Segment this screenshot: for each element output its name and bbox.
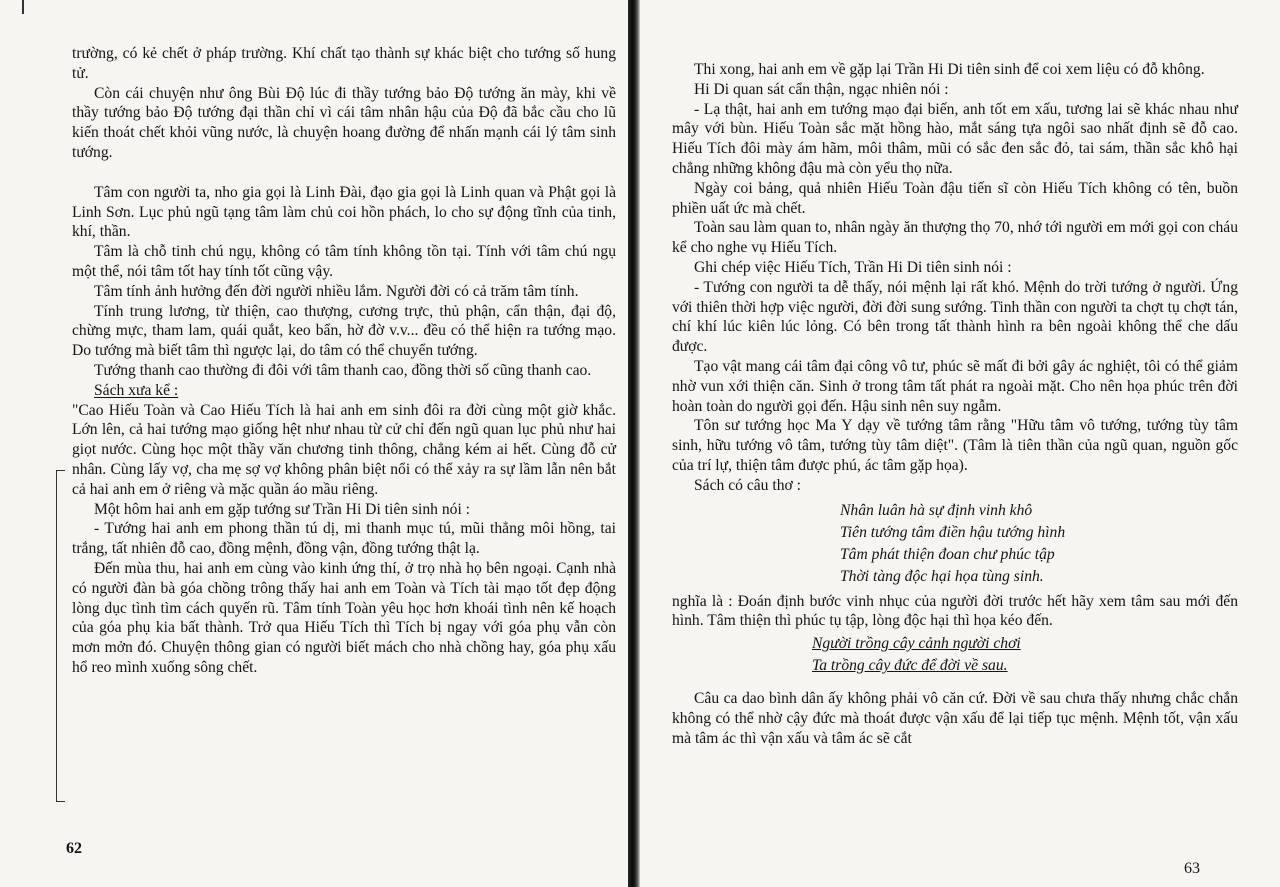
paragraph: trường, có kẻ chết ở pháp trường. Khí chất tạo thành sự khác biệt cho tướng số hung tử. xyxy=(72,45,616,82)
paragraph: Tâm là chỗ tinh chú ngụ, không có tâm tính không tồn tại. Tính với tâm chú ngụ một thể, nói tâm tốt hay tính tốt cũng vậy. xyxy=(72,243,616,280)
paragraph: Tâm tính ảnh hưởng đến đời người nhiều lắm. Người đời có cả trăm tâm tính. xyxy=(94,282,579,300)
section-heading: Sách xưa kể : xyxy=(94,381,179,399)
paragraph: Tính trung lương, từ thiện, cao thượng, cương trực, thủ phận, cẩn thận, đại độ, chừng mực, tham lam, quái quắt, keo bẩn, hờ đờ v.v... đều có thể hiện ra tướng mạo. Do tướng mà biết tâm thì ngược lại, do tâm có thể chuyển tướng. xyxy=(72,302,616,360)
paragraph: Câu ca dao bình dân ấy không phải vô căn cứ. Đời về sau chưa thấy nhưng chắc chắn không có thể nhờ cậy đức mà thoát được vận xấu để lại tiếp tục mệnh. Mệnh tốt, vận xấu mà tâm ác thì vận xấu và tâm ác sẽ cắt xyxy=(672,690,1238,747)
margin-mark xyxy=(22,0,24,14)
paragraph: Tạo vật mang cái tâm đại công vô tư, phúc sẽ mất đi bởi gây ác nghiệt, tôi có thể giảm nhờ vun xới thiện căn. Sinh ở trong tâm tất phát ra ngoài mặt. Cho nên họa phúc trên đời hoàn toàn do người gọi đến. Hậu sinh nên suy ngẫm. xyxy=(672,357,1238,415)
book-gutter xyxy=(628,0,640,887)
paragraph: - Tướng hai anh em phong thần tú dị, mi thanh mục tú, mũi thẳng môi hồng, tai trắng, tất nhiên đỗ cao, đồng mệnh, đồng vận, đồng tướng thật lạ. xyxy=(72,520,616,558)
poem-line: Thời tàng độc hại họa tùng sinh. xyxy=(840,567,1044,585)
story-bracket-mark xyxy=(56,470,65,802)
page-number: 63 xyxy=(1184,860,1200,877)
poem-line: Tâm phát thiện đoan chư phúc tập xyxy=(840,545,1055,563)
poem-line: Nhân luân hà sự định vinh khô xyxy=(840,501,1033,519)
paragraph: Tướng thanh cao thường đi đôi với tâm thanh cao, đồng thời số cũng thanh cao. xyxy=(94,361,592,379)
poem-line: Tiên tướng tâm điền hậu tướng hình xyxy=(840,523,1066,541)
paragraph: - Lạ thật, hai anh em tướng mạo đại biến, anh tốt em xấu, tương lai sẽ khác nhau như mây với bùn. Hiếu Toàn sắc mặt hồng hào, mắt sáng tựa ngôi sao nhất định sẽ đỗ cao. Hiếu Tích đôi mày ám hãm, môi thâm, mũi có sắc đen sắc đỏ, tai sám, thần sắc khô hại chẳng những không đậu mà còn yểu thọ nữa. xyxy=(672,100,1238,177)
paragraph: "Cao Hiếu Toàn và Cao Hiếu Tích là hai anh em sinh đôi ra đời cùng một giờ khắc. Lớn lên, cả hai tướng mạo giống hệt như nhau từ cử chỉ đến ngũ quan lục phủ như hai giọt nước. Cùng học một thầy văn chương tinh thông, chẳng kém ai hết. Cùng đỗ cử nhân. Cùng lấy vợ, cha mẹ sợ vợ không phân biệt nổi có thể xảy ra sự lầm lẫn nên bắt cả hai anh em ở riêng và mặc quần áo mầu riêng. xyxy=(72,401,616,498)
paragraph: Hi Di quan sát cẩn thận, ngạc nhiên nói : xyxy=(694,80,949,98)
left-page-text xyxy=(72,44,616,678)
paragraph: - Tướng con người ta dễ thấy, nói mệnh lại rất khó. Mệnh do trời tướng ở người. Ứng với thiên thời hợp việc người, đời đời sung sướng. Tinh thần con người ta chợt tụ chợt tán, chí khí lúc kiên lúc lỏng. Có bên trong tất thành hình ra bên ngoài không thể che dấu được. xyxy=(672,278,1238,356)
right-page-text xyxy=(672,60,1238,749)
paragraph: Thi xong, hai anh em về gặp lại Trần Hi Di tiên sinh để coi xem liệu có đỗ không. xyxy=(694,61,1205,78)
poem xyxy=(672,500,1238,588)
paragraph: Tâm con người ta, nho gia gọi là Linh Đài, đạo gia gọi là Linh quan và Phật gọi là Linh Sơn. Lục phủ ngũ tạng tâm làm chủ coi hồn phách, lo cho sự động tĩnh của tinh, khí, thần. xyxy=(72,183,616,241)
right-page xyxy=(640,0,1280,887)
paragraph: Sách có câu thơ : xyxy=(694,476,801,494)
left-page xyxy=(0,0,632,887)
paragraph: Một hôm hai anh em gặp tướng sư Trần Hi Di tiên sinh nói : xyxy=(94,500,471,518)
paragraph: Ghi chép việc Hiếu Tích, Trần Hi Di tiên sinh nói : xyxy=(694,258,1012,276)
paragraph: Tôn sư tướng học Ma Y dạy về tướng tâm rằng "Hữu tâm vô tướng, tướng tùy tâm sinh, hữu tướng vô tâm, tướng tùy tâm diệt". (Tâm là tiên thần của ngũ quan, nguồn gốc của trí lự, thiện tâm được phú, ác tâm gặp họa). xyxy=(672,417,1238,474)
paragraph: Còn cái chuyện như ông Bùi Độ lúc đi thầy tướng bảo Độ tướng ăn mày, khi về thầy tướng bảo Độ tướng đại thần chỉ vì cái tâm nhân hậu của Độ đã bắc cầu cho lũ kiến thoát chết khỏi vũng nước, là chuyện hoang đường để nhấn mạnh cái lý tâm sinh tướng. xyxy=(72,84,616,161)
verse-line: Người trồng cây cảnh người chơi xyxy=(812,635,1021,653)
folk-verse xyxy=(672,633,1238,677)
paragraph: Toàn sau làm quan to, nhân ngày ăn thượng thọ 70, nhớ tới người em mới gọi con cháu kể cho nghe vụ Hiếu Tích. xyxy=(672,219,1238,257)
paragraph: Đến mùa thu, hai anh em cùng vào kinh ứng thí, ở trọ nhà họ bên ngoại. Cạnh nhà có người đàn bà góa chồng trông thấy hai anh em Toàn và Tích tài mạo tốt đẹp động lòng dục tình tìm cách quyến rũ. Tâm tính Toàn yêu học hơn khoái tình nên kế hoạch của góa phụ kia bất thành. Trở qua Hiếu Tích thì Tích bị ngay với góa phụ vẫn còn mơn mởn đó. Chuyện thông gian có người biết mách cho nhà chồng hay, góa phụ xấu hổ reo mình xuống sông chết. xyxy=(72,559,616,676)
verse-line: Ta trồng cây đức để đời về sau. xyxy=(812,657,1008,675)
paragraph: Ngày coi bảng, quả nhiên Hiếu Toàn đậu tiến sĩ còn Hiếu Tích không có tên, buồn phiền uất ức mà chết. xyxy=(672,179,1238,217)
paragraph: nghĩa là : Đoán định bước vinh nhục của người đời trước hết hãy xem tâm sau mới đến hình. Tâm thiện thì phúc tụ tập, lòng độc hại thì họa kéo đến. xyxy=(672,592,1238,630)
page-number: 62 xyxy=(66,840,82,857)
